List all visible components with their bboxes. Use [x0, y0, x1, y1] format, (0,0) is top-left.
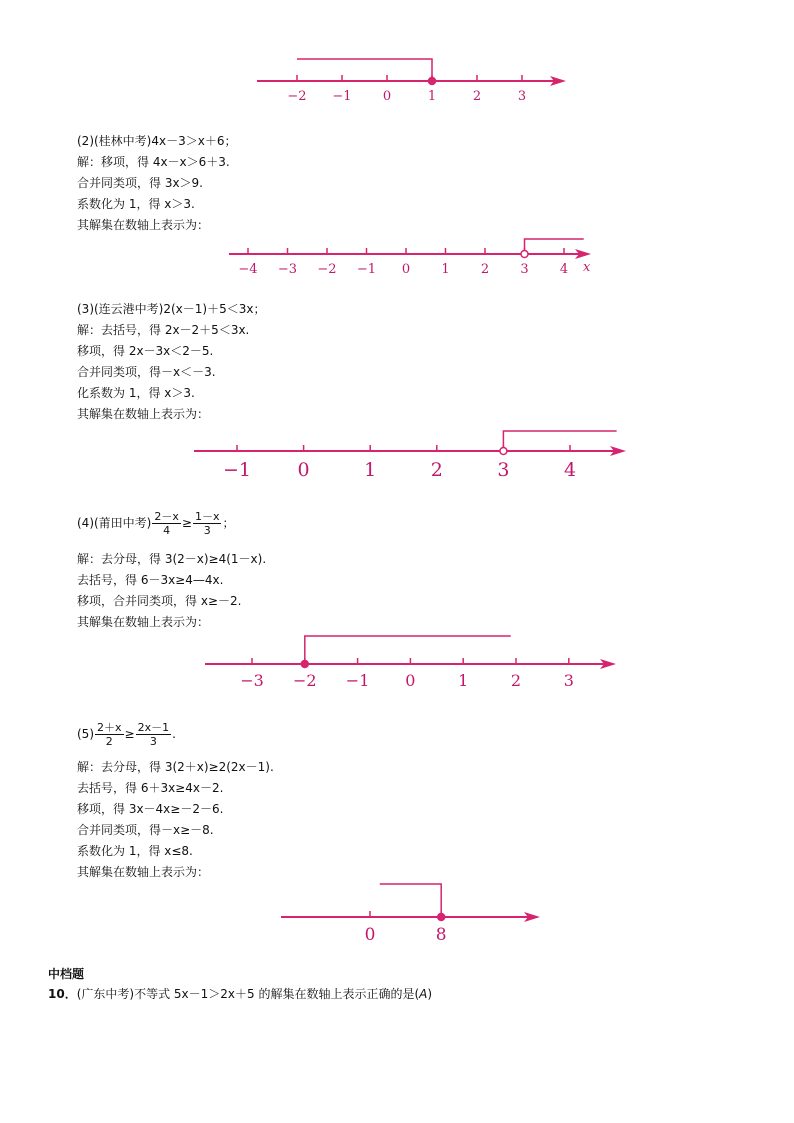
- tick-label: 1: [458, 671, 469, 690]
- fraction-right-denominator: 3: [149, 735, 157, 748]
- problem-4-step-4: 其解集在数轴上表示为：: [77, 615, 210, 629]
- problem-3-step-3: 合并同类项，得－x＜－3.: [77, 365, 216, 379]
- tick-label: −2: [293, 671, 317, 690]
- fraction-right-numerator: 2x－1: [137, 721, 170, 734]
- problem-5-step-6: 其解集在数轴上表示为：: [77, 865, 210, 879]
- solution-ray: [380, 884, 441, 917]
- tick-label: −1: [356, 262, 377, 277]
- relation-sign: ≥: [124, 727, 135, 741]
- solution-ray: [503, 431, 616, 451]
- tick-label: −4: [238, 262, 258, 277]
- problem-2-step-2: 合并同类项，得 3x＞9.: [77, 176, 204, 190]
- open-point: [500, 448, 507, 455]
- tick-label: 3: [497, 459, 510, 481]
- tick-label: 4: [559, 262, 569, 277]
- problem-2-step-4: 其解集在数轴上表示为：: [77, 218, 210, 232]
- fraction-right-numerator: 1－x: [194, 510, 220, 523]
- tick-label: −3: [277, 262, 298, 277]
- tick-label: 0: [364, 925, 376, 945]
- problem-3-step-5: 其解集在数轴上表示为：: [77, 407, 210, 421]
- problem-5-title: [77, 719, 176, 749]
- tick-label: 1: [441, 262, 450, 277]
- fraction-left-denominator: 2: [105, 735, 113, 748]
- problem-4-step-3: 移项，合并同类项，得 x≥－2.: [77, 594, 242, 608]
- problem-5-step-4: 合并同类项，得－x≥－8.: [77, 823, 214, 837]
- fraction-left-numerator: 2＋x: [97, 721, 122, 734]
- number-line-5: [0, 872, 794, 945]
- tick-label: 8: [435, 925, 447, 945]
- tick-label: 4: [563, 459, 577, 481]
- problem-3-title: (3)(连云港中考)2(x－1)＋5＜3x；: [77, 302, 266, 316]
- problem-5-step-2: 去括号，得 6＋3x≥4x－2.: [77, 781, 224, 795]
- fraction-left: [152, 510, 181, 537]
- fraction-left-denominator: 4: [163, 524, 171, 537]
- problem-5-step-3: 移项，得 3x－4x≥－2－6.: [77, 802, 224, 816]
- tick-label: 0: [382, 89, 392, 104]
- question-10-close: ): [427, 987, 433, 1001]
- closed-point: [301, 661, 308, 668]
- problem-2-step-1: 解：移项，得 4x－x＞6＋3.: [77, 155, 230, 169]
- problem-4-step-2: 去括号，得 6－3x≥4—4x.: [77, 573, 224, 587]
- fraction-right: [193, 510, 222, 537]
- number-line-4: [0, 628, 794, 688]
- axis-variable-label: x: [583, 260, 591, 275]
- tick-label: 2: [480, 262, 490, 277]
- tick-label: 0: [401, 262, 411, 277]
- relation-sign: ≥: [181, 516, 192, 530]
- closed-point: [429, 78, 436, 85]
- problem-3-step-1: 解：去括号，得 2x－2＋5＜3x.: [77, 323, 250, 337]
- open-point: [521, 251, 528, 258]
- problem-3-step-4: 化系数为 1，得 x＞3.: [77, 386, 195, 400]
- problem-2-title: (2)(桂林中考)4x－3＞x＋6；: [77, 134, 237, 148]
- tick-label: −2: [287, 89, 307, 104]
- question-10-answer: A: [419, 987, 428, 1001]
- tick-label: 3: [517, 89, 527, 104]
- problem-4-title: [77, 508, 234, 538]
- solution-ray: [297, 59, 432, 81]
- tick-label: 3: [520, 262, 529, 277]
- section-heading: 中档题: [48, 967, 85, 981]
- number-line-2: [0, 228, 794, 288]
- tick-label: −1: [345, 671, 370, 690]
- solution-ray: [305, 636, 511, 664]
- tick-label: 1: [364, 459, 377, 481]
- problem-3-step-2: 移项，得 2x－3x＜2－5.: [77, 344, 214, 358]
- tick-label: −1: [332, 89, 352, 104]
- problem-4-prefix: (4)(莆田中考): [77, 516, 152, 530]
- tick-label: 1: [427, 89, 437, 104]
- problem-4-suffix: ；: [222, 516, 235, 530]
- problem-4-step-1: 解：去分母，得 3(2－x)≥4(1－x).: [77, 552, 267, 566]
- fraction-left-numerator: 2－x: [154, 510, 179, 523]
- problem-5-prefix: (5): [77, 727, 94, 741]
- problem-5-suffix: .: [172, 727, 176, 741]
- tick-label: 2: [430, 459, 443, 481]
- fraction-left: [95, 721, 124, 748]
- solution-ray: [525, 239, 584, 254]
- fraction-right-denominator: 3: [203, 524, 211, 537]
- closed-point: [438, 914, 445, 921]
- tick-label: 0: [297, 459, 310, 481]
- tick-label: 2: [510, 671, 522, 690]
- problem-5-step-5: 系数化为 1，得 x≤8.: [77, 844, 193, 858]
- number-line-3: [0, 420, 794, 480]
- tick-label: −1: [222, 459, 252, 481]
- question-10: [48, 986, 432, 1002]
- tick-label: −3: [240, 671, 264, 690]
- problem-5-step-1: 解：去分母，得 3(2＋x)≥2(2x－1).: [77, 760, 274, 774]
- tick-label: 3: [563, 671, 574, 690]
- tick-label: −2: [317, 262, 337, 277]
- question-10-number: 10．: [48, 987, 77, 1001]
- fraction-right: [136, 721, 172, 748]
- tick-label: 0: [405, 671, 416, 690]
- tick-label: 2: [472, 89, 482, 104]
- question-10-text: (广东中考)不等式 5x－1＞2x＋5 的解集在数轴上表示正确的是(: [76, 987, 420, 1001]
- problem-2-step-3: 系数化为 1，得 x＞3.: [77, 197, 195, 211]
